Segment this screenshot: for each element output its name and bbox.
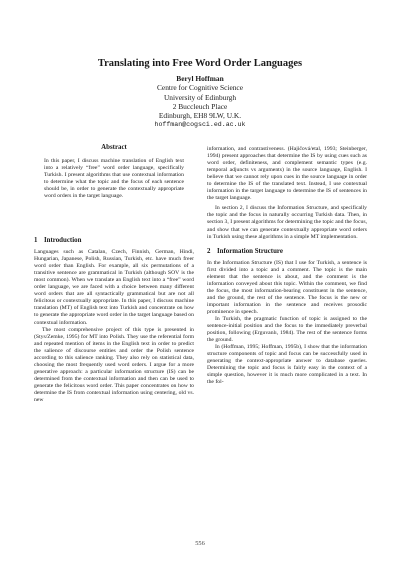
page-number: 556 [195,540,205,547]
author-affiliation-1: Centre for Cognitive Science [157,83,243,93]
section-2-title: Information Structure [217,247,283,255]
author-address-1: 2 Buccleuch Place [172,101,228,111]
author-affiliation-2: University of Edinburgh [163,92,237,102]
section-1-title: Introduction [44,237,82,244]
section-1-heading [34,237,194,244]
section-2-heading [207,248,367,255]
abstract-text [44,158,184,200]
abstract-heading: Abstract [101,144,127,151]
intro-outline-paragraph: In section 2, I discuss the Information Structure, and specifically the topic and the focus in naturally occurring Turkish data. Then, in section 3, I present algorithms for determining the topic and the focus, and show that we can generate contextually appropriate word orders in Turkish using these algorithms in a simple MT implementation. [207,205,367,240]
section-2-paragraph-3: In (Hoffman, 1995; Hoffman, 1995b), I show that the information structure components of topic and focus can be successfully used in generating the context-appropriate answer to database queries. Determining the topic and focus is fairly easy in the context of a simple question, however it is much more complicated in a text. In the fol- [207,344,367,386]
author-address-2: Edinburgh, EH8 9LW, U.K. [158,111,242,121]
section-2-number: 2 [207,247,211,255]
author-name: Beryl Hoffman [176,74,224,83]
author-block [0,74,400,130]
section-2-paragraph-1: In the Information Structure (IS) that I use for Turkish, a sentence is first divided into a topic and a comment. The topic is the main element that the sentence is about, and the comment is the information conveyed about this topic. Within the comment, we find the focus, the most information-bearing constituent in the sentence, and the ground, the rest of the sentence. The focus is the new or important information in the sentence and receives prosodic prominence in speech. [207,259,367,315]
author-email[interactable]: hoffman@cogsci.ed.ac.uk [154,121,246,129]
intro-continued-paragraph: information, and contrastiveness. (Hajičová/etal, 1993; Steinberger, 1994) present approaches that determine the IS by using cues such as word order, definiteness, and complement semantic types (e.g. temporal adjuncts vs arguments) in the source language, English. I believe that we cannot rely upon cues in the source language in order to determine the IS of the translated text. Instead, I use contextual information in the target language to determine the IS of sentences in the target language. [207,146,367,202]
section-1-paragraph-2: The most comprehensive project of this type is presented in (Stys/Zemke, 1995) for MT into Polish. They use the referential form and repeated mention of items in the English text in order to predict the salience of discourse entities and order the Polish sentence according to this salience ranking. They also rely on statistical data, choosing the most frequently used word orders. I argue for a more generative approach: a particular information structure (IS) can be determined from the contextual information and then can be used to generate the felicitous word order. This paper concentrates on how to determine the IS from contextual information using centering, old vs. new [34,326,194,404]
paper-title: Translating into Free Word Order Languages [97,58,303,69]
section-1-paragraph-1: Languages such as Catalan, Czech, Finnish, German, Hindi, Hungarian, Japanese, Polish, Russian, Turkish, etc. have much freer word order than English. For example, all six permutations of a transitive sentence are grammatical in Turkish (although SOV is the most common). When we translate an English text into a “free” word order language, we are faced with a choice between many different word orders that are all syntactically grammatical but are not all felicitous or contextually appropriate. In this paper, I discuss machine translation (MT) of English text into Turkish and concentrate on how to generate the appropriate word order in the target language based on contextual information. [34,249,194,326]
section-1-number: 1 [34,237,38,244]
abstract-paragraph: In this paper, I discuss machine translation of English text into a relatively “free” word order language, specifically Turkish. I present algorithms that use contextual information to determine what the topic and the focus of each sentence should be, in order to generate the contextually appropriate word orders in the target language. [44,158,184,200]
section-2-paragraph-2: In Turkish, the pragmatic function of topic is assigned to the sentence-initial position and the focus to the immediately preverbal position, following (Erguvanlı, 1984). The rest of the sentence forms the ground. [207,316,367,344]
left-column [34,230,194,404]
right-column [207,146,367,387]
